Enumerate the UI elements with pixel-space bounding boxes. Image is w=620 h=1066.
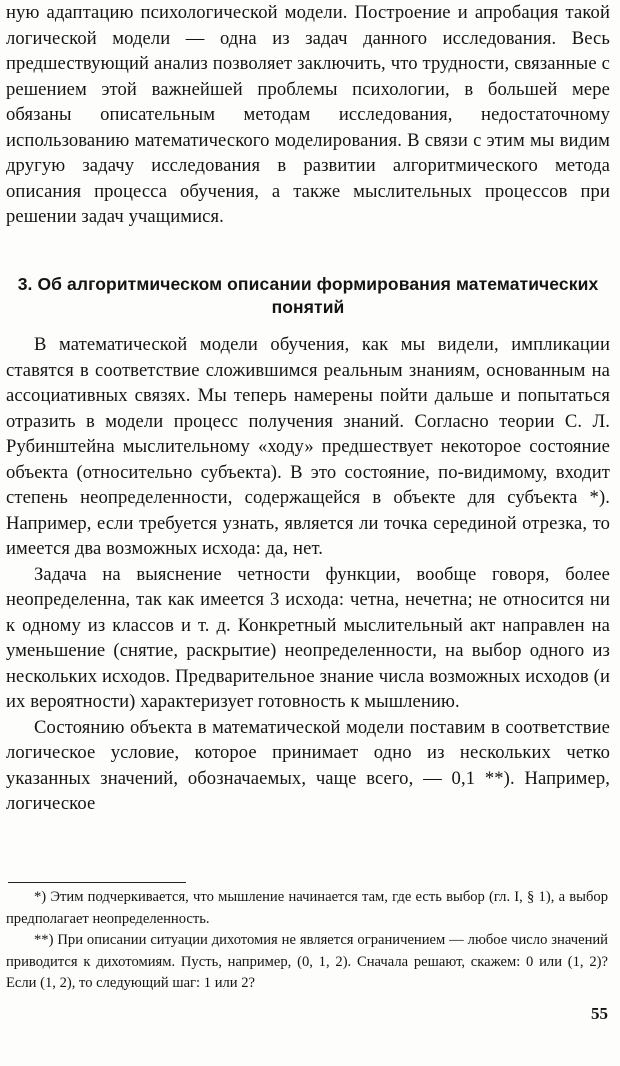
paragraph-2: Задача на выяснение четности функции, вообще говоря, более неопределенна, так как имеется 3 исхода: четна, нечетна; не относится ни к одному из классов и т. д. Конкретный мыслительный акт направлен на уменьшение (снятие, раскрытие) неопределенности, на выбор одного из нескольких исходов. Предварительное знание числа возможных исходов (и их вероятности) характеризует готовность к мышлению. [6,563,610,712]
page-number: 55 [591,1004,608,1023]
footnote-1: *) Этим подчеркивается, что мышление начинается там, где есть выбор (гл. I, § 1), а выбор предполагает неопределенность. [6,889,608,927]
paragraph-1: В математической модели обучения, как мы видели, импликации ставятся в соответствие сложившимся реальным знаниям, основанным на ассоциативных связях. Мы теперь намерены пойти дальше и попытаться отразить в модели процесс получения знаний. Согласно теории С. Л. Рубинштейна мыслительному «ходу» предшествует некоторое состояние объекта (относительно субъекта). В это состояние, по-видимому, входит степень неопределенности, содержащейся в объекте для субъекта *). Например, если требуется узнать, является ли точка серединой отрезка, то имеется два возможных исхода: да, нет. [6,334,610,559]
intro-text-block [6,0,610,230]
footnote-2: **) При описании ситуации дихотомия не является ограничением — любое число значений приводится к дихотомиям. Пусть, например, (0, 1, 2). Сначала решают, скажем: 0 или (1, 2)? Если (1, 2), то следующий шаг: 1 или 2? [6,932,608,991]
section-heading: 3. Об алгоритмическом описании формирования математических понятий [17,274,599,317]
main-text-block [6,332,610,817]
footnotes-block [6,887,608,995]
intro-paragraph: ную адаптацию психологической модели. Построение и апробация такой логической модели — одна из задач данного исследования. Весь предшествующий анализ позволяет заключить, что трудности, связанные с решением этой важнейшей проблемы психологии, в большей мере обязаны описательным методам исследования, недостаточному использованию математического моделирования. В связи с этим мы видим другую задачу исследования в развитии алгоритмического метода описания процесса обучения, а также мыслительных процессов при решении задач учащимися. [6,2,610,227]
footnote-divider [8,882,186,883]
paragraph-3: Состоянию объекта в математической модели поставим в соответствие логическое условие, которое принимает одно из нескольких четко указанных значений, обозначаемых, чаще всего, — 0,1 **). Например, логическое [6,716,610,814]
